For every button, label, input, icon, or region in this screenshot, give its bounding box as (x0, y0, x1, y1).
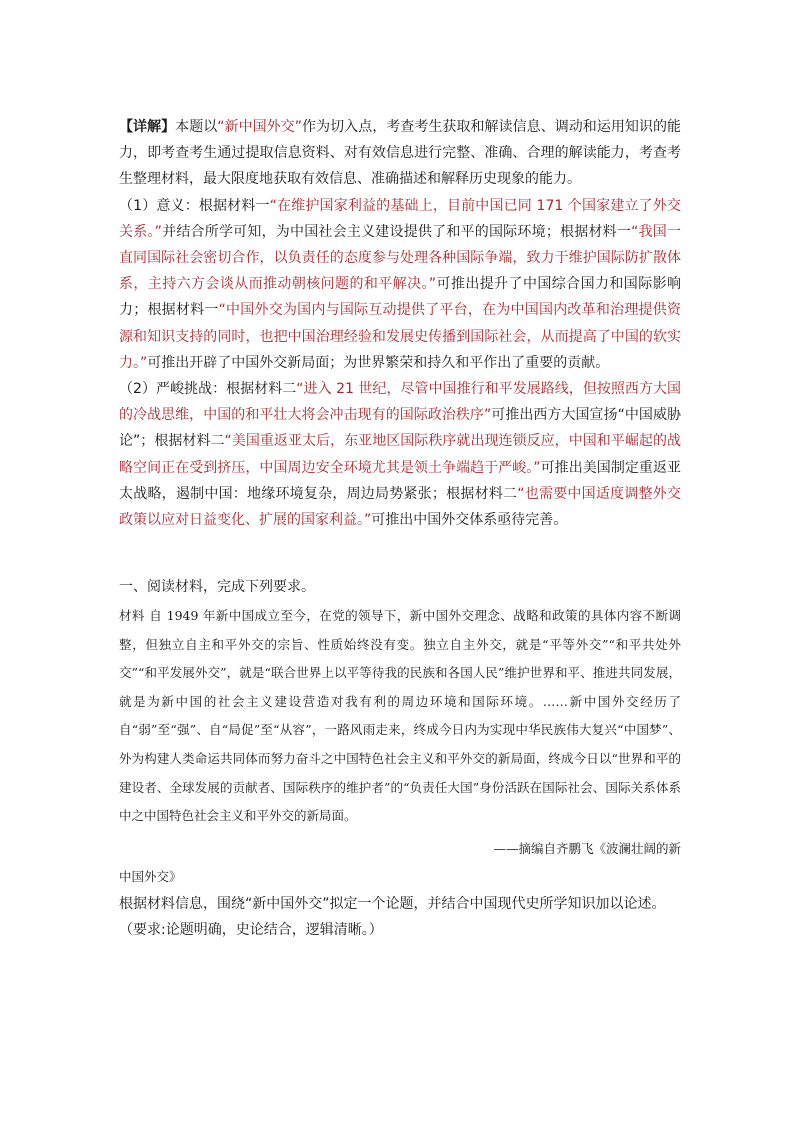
challenge-paragraph (119, 376, 681, 533)
challenge-text-1: 可推出西方大国宣扬“中国威胁论”；根据材料二 (119, 407, 681, 450)
challenge-quote-3: “也需要中国适度调整外交政策以应对日益变化、扩展的国家利益。” (119, 485, 681, 529)
challenge-quote-1: “进入 21 世纪，尽管中国推行和平发展路线，但按照西方大国的冷战思维，中国的和平壮大将会冲击现有的国际政治秩序” (119, 381, 681, 424)
question-requirement: （要求:论题明确，史论结合，逻辑清晰。） (119, 921, 383, 938)
question-task: 根据材料信息，围绕“新中国外交”拟定一个论题，并结合中国现代史所学知识加以论述。 (119, 895, 666, 912)
significance-quote-1: “在维护国家利益的基础上，目前中国已同 171 个国家建立了外交关系。” (119, 197, 681, 240)
significance-paragraph (119, 193, 681, 376)
significance-label: （1）意义：根据材料一 (119, 197, 270, 214)
intro-quote: “新中国外交” (217, 119, 303, 135)
significance-quote-2: “我国一直同国际社会密切合作，以负责任的态度参与处理各种国际争端，致力于维护国际防扩散体系，主持六方会谈从而推动朝核问题的和平解决。” (119, 223, 681, 293)
material-text: 材料 自 1949 年新中国成立至今，在党的领导下，新中国外交理念、战略和政策的具体内容不断调整，但独立自主和平外交的宗旨、性质始终没有变。独立自主外交，就是“平等外交”“和平共处外交”“和平发展外交”，就是“联合世界上以平等待我的民族和各国人民”维护世界和平、推进共同发展，就是为新中国的社会主义建设营造对我有利的周边环境和国际环境。……新中国外交经历了自“弱”至“强”、自“局促”至“从容”，一路风雨走来，终成今日内为实现中华民族伟大复兴“中国梦”、外为构建人类命运共同体而努力奋斗之中国特色社会主义和平外交的新局面，终成今日以“世界和平的建设者、全球发展的贡献者、国际秩序的维护者”的“负责任大国”身份活跃在国际社会、国际关系体系中之中国特色社会主义和平外交的新局面。 (119, 608, 681, 824)
significance-text-2: 可推出提升了中国综合国力和国际影响力；根据材料一 (119, 276, 681, 319)
challenge-label: （2）严峻挑战：根据材料二 (119, 381, 297, 398)
analysis-intro (119, 114, 681, 193)
intro-text-a: 本题以 (175, 119, 218, 135)
material-source-tail: 中国外交》 (119, 868, 182, 884)
material-source: ——摘编自齐鹏飞《波澜壮阔的新 (493, 840, 681, 856)
significance-text-1: 并结合所学可知，为中国社会主义建设提供了和平的国际环境；根据材料一 (161, 223, 632, 240)
analysis-label: 【详解】 (119, 119, 176, 135)
question-heading: 一、阅读材料，完成下列要求。 (119, 579, 315, 595)
challenge-text-3: 可推出中国外交体系亟待完善。 (371, 512, 568, 529)
challenge-quote-2: “美国重返亚太后，东亚地区国际秩序就出现连锁反应，中国和平崛起的战略空间正在受到挤压，中国周边安全环境尤其是领土争端趋于严峻。” (119, 433, 681, 476)
question-section (119, 574, 681, 943)
intro-text-b: 作为切入点，考查考生获取和解读信息、调动和运用知识的能力，即考查考生通过提取信息资料、对有效信息进行完整、准确、合理的解读能力，考查考生整理材料，最大限度地获取有效信息、准确描述和解释历史现象的能力。 (119, 119, 682, 188)
significance-quote-3: “中国外交为国内与国际互动提供了平台，在为中国国内改革和治理提供资源和知识支持的同时，也把中国治理经验和发展史传播到国际社会，从而提高了中国的软实力。” (119, 302, 681, 371)
analysis-section (119, 114, 681, 533)
challenge-text-2: 可推出美国制定重返亚太战略，遏制中国：地缘环境复杂，周边局势紧张；根据材料二 (119, 459, 681, 502)
significance-text-3: 可推出开辟了中国外交新局面；为世界繁荣和持久和平作出了重要的贡献。 (147, 354, 610, 371)
